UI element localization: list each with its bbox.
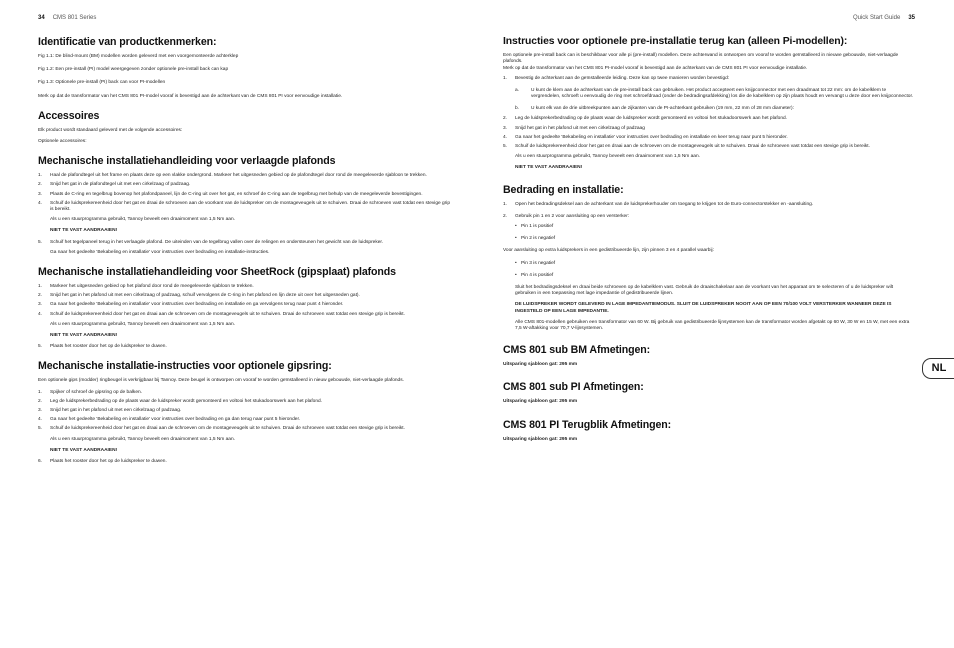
item-number: 5. <box>38 426 43 432</box>
list-item <box>503 135 915 141</box>
item-text: Snijd het gat in het plafond uit met een cirkelzaag of padzaag. <box>50 408 182 414</box>
section-heading: Mechanische installatie-instructies voor optionele gipsring: <box>38 360 332 373</box>
paragraph: Elk product wordt standaard geleverd met de volgende accessoires: <box>38 127 183 133</box>
list-item <box>38 426 450 432</box>
section-wiring <box>503 184 915 333</box>
item-text: Plaats de C-ring en tegelbrug bovenop het plafondpaneel, lijn de C-ring uit over het gat, en schroef de C-ring aan de tegelbrug met behulp van de meegeleverde bevestigingen. <box>50 191 423 197</box>
cutout-size: Uitsparing sjabloon gat: 295 mm <box>503 436 578 442</box>
list-item <box>503 144 915 150</box>
warning-text: NIET TE VAST AANDRAAIEN! <box>50 447 118 453</box>
warning-text: NIET TE VAST AANDRAAIEN! <box>515 165 583 171</box>
warning-text: NIET TE VAST AANDRAAIEN! <box>50 333 118 339</box>
left-page-header <box>38 15 96 21</box>
list-item: • Pin 2 is negatief <box>503 236 915 242</box>
section-heading: CMS 801 sub BM Afmetingen: <box>503 344 651 357</box>
steps-list <box>38 390 450 433</box>
item-number: 1. <box>503 75 508 81</box>
list-item <box>38 408 450 414</box>
section-pre-install-back-can <box>503 36 915 172</box>
section-pi-back-dimensions <box>503 419 915 443</box>
section-plaster-ring <box>38 360 450 465</box>
paragraph: Sluit het bedradingsdeksel en draai beide schroeven op de kabelklem vast. Gebruik de draaischakelaar aan de voorkant van het apparaat om te selecteren of u de luidspreker wilt gebruiken in een toepassing met lage impedantie of gedistribueerde lijnen. <box>515 285 894 297</box>
item-text: Schuif de luidsprekereenheid door het gat en draai aan de schroeven om de montageveugels uit te schuiven. Draai de schroeven vast totdat een stevige grip is bereikt. <box>50 426 405 432</box>
item-number: 4. <box>38 200 43 206</box>
section-heading: Mechanische installatiehandleiding voor SheetRock (gipsplaat) plafonds <box>38 266 396 279</box>
sub-steps-list <box>503 88 915 113</box>
list-item <box>38 182 450 188</box>
item-text: Plaats het rooster door het op de luidspreker te duwen. <box>50 344 167 350</box>
after-note: Ga naar het gedeelte 'Bekabeling en installatie' voor instructies over bedrading en installatie-instructies. <box>50 249 270 255</box>
right-header-title: Quick Start Guide <box>852 15 901 21</box>
list-item <box>38 417 450 423</box>
paragraph: Een optionele gips (modder) ringbeugel is verkrijgbaar bij Tannoy. Deze beugel is ontworpen om vooraf te worden geïnstalleerd in nieuw gebouwde, niet-verlaagde plafonds. <box>38 378 404 384</box>
item-number: 5. <box>503 144 508 150</box>
item-letter: b. <box>515 106 520 112</box>
section-heading: Bedrading en installatie: <box>503 183 624 196</box>
right-page-number: 35 <box>908 15 915 21</box>
item-number: 5. <box>38 239 43 245</box>
list-item <box>38 192 450 198</box>
paragraph: Alle CMS 801-modellen gebruiken een transformator van 60 W. Bij gebruik van gedistribueerde lijnsystemen kan de transformator worden afgetakt op 60 W, 30 W en 15 W, met een extra 7,5 W-aftakking voor 70,7 V-lijnsystemen. <box>515 319 910 332</box>
item-text: Ga naar het gedeelte 'Bekabeling en installatie' voor instructies over bedrading en ga dan terug naar punt 5 hieronder. <box>50 417 301 423</box>
item-number: 4. <box>38 311 43 317</box>
steps-list <box>38 344 450 350</box>
section-heading: Instructies voor optionele pre-installatie terug kan (alleen Pi-modellen): <box>503 36 848 47</box>
paragraph: Optionele accessoires: <box>38 139 87 145</box>
steps-list <box>38 240 450 246</box>
item-text: Schuif de luidsprekereenheid door het gat en draai aan de schroeven om de montageveugels uit te schuiven. Draai de schroeven vast totdat een stevige grip is bereikt. <box>515 144 870 150</box>
item-text: U kunt elk van de drie uitbreekpunten aan de zijkanten van de PI-achterkant gebruiken (19 mm, 22 mm of 28 mm diameter): <box>531 106 794 112</box>
steps-list <box>38 173 450 213</box>
item-text: Bevestig de achterkant aan de geïnstalleerde leiding. Deze kan op twee manieren worden bevestigd: <box>515 75 730 81</box>
item-number: 4. <box>38 417 43 423</box>
paragraph: Fig 1.2: Een pre-install (PI) model weergegeven zonder optionele pre-install back can kap <box>38 67 229 73</box>
steps-list <box>503 116 915 150</box>
torque-note: Als u een stuurprogramma gebruikt, Tannoy beveelt een draaimoment van 1,5 Nm aan. <box>50 217 235 223</box>
steps-list <box>38 284 450 318</box>
paragraph: Een optionele pre-install back can is beschikbaar voor alle pi (pre-install) modellen. Deze achterwand is ontworpen om vooraf te worden geïnstalleerd in nieuwe gebouwde, niet-verlaagde plafonds. <box>503 53 899 65</box>
paragraph: Fig 1.1: De blind-mount (BM) modellen worden geleverd met een voorgemonteerde achterklep <box>38 54 239 59</box>
left-column <box>38 36 450 469</box>
item-text: U kunt de klem aan de achterkant van de pre-install back can gebruiken. Het product accepteert een knijpconnector met een draadmaat tot 22 mm: om de kabelklem te vergrendelen, schroeft u eenvoudig de ring met schroefdraad (onder de bedradingsafdekking) los die de kabelklem op zijn plaats houdt en vervangt u deze door een knijpconnector. <box>531 87 914 100</box>
list-item <box>503 202 915 208</box>
right-page-header <box>853 15 915 21</box>
item-text: Ga naar het gedeelte 'Bekabeling en installatie' voor instructies over bedrading en installatie en ga vervolgens terug naar punt 4 hieronder. <box>50 302 344 308</box>
paragraph: Fig 1.3: Optionele pre-install (PI) back can voor PI-modellen <box>38 80 166 86</box>
item-number: 1. <box>38 284 43 290</box>
item-text: Snijd het gat in het plafond uit met een cirkelzaag of padzaag, schuif vervolgens de C-ring in het plafond en lijn deze uit over het uitgesneden gat). <box>50 293 360 299</box>
item-number: 2. <box>503 116 508 122</box>
section-suspended-ceiling <box>38 155 450 256</box>
item-text: Plaats het rooster door het op de luidspreker te duwen. <box>50 459 167 465</box>
item-number: 4. <box>503 134 508 140</box>
list-item <box>38 302 450 308</box>
steps-list <box>503 76 915 82</box>
item-number: 2. <box>38 182 43 188</box>
right-column <box>503 36 915 448</box>
cutout-size: Uitsparing sjabloon gat: 295 mm <box>503 399 578 405</box>
list-item <box>38 312 450 318</box>
item-text: Schuif het tegelpaneel terug in het verlaagde plafond. De uiteinden van de tegelbrug vallen over de relingen en ondersteunen het gewicht van de luidspreker. <box>50 239 384 245</box>
item-text: Schuif de luidsprekereenheid door het gat en draai aan de schroeven om de montageveugels uit te schuiven. Draai de schroeven vast totdat een stevige grip is bereikt. <box>50 311 405 317</box>
item-text: Ga naar het gedeelte 'Bekabeling en installatie' voor instructies over bedrading en installatie en keer terug naar punt 5 hieronder. <box>515 134 788 140</box>
item-number: 2. <box>503 213 508 219</box>
item-text: Markeer het uitgesneden gebied op het plafond door rond de meegeleverde sjabloon te trekken. <box>50 284 254 290</box>
list-item <box>38 390 450 396</box>
section-heading: Identificatie van productkenmerken: <box>38 36 217 48</box>
list-item <box>503 88 915 100</box>
list-item <box>503 76 915 82</box>
list-item <box>503 214 915 220</box>
item-text: Leg de luidsprekerbedrading op de plaats waar de luidspreker wordt gemonteerd en voltooi het stukadoorswerk aan het plafond. <box>50 398 322 404</box>
item-text: Leg de luidsprekerbedrading op de plaats waar de luidspreker wordt gemonteerd en voltooi het stukadoorswerk aan het plafond. <box>515 116 787 122</box>
pin-list <box>503 261 915 279</box>
section-sub-pi-dimensions <box>503 381 915 405</box>
left-header-title: CMS 801 Series <box>52 15 97 21</box>
item-text: Snijd het gat in de plafondtegel uit met een cirkelzaag of padzaag. <box>50 182 191 188</box>
torque-note: Als u een stuurprogramma gebruikt, Tannoy beveelt een draaimoment van 1,5 Nm aan. <box>50 436 235 442</box>
list-item <box>38 284 450 290</box>
item-number: 2. <box>38 398 43 404</box>
item-number: 3. <box>503 125 508 131</box>
section-heading: CMS 801 PI Terugblik Afmetingen: <box>503 418 672 431</box>
section-sheetrock-ceiling <box>38 266 450 350</box>
item-text: Open het bedradingsdeksel aan de achterkant van de luidsprekerhouder om toegang te krijgen tot de Euro-connectorstekker en -aansluiting. <box>515 201 814 207</box>
section-heading: Mechanische installatiehandleiding voor verlaagde plafonds <box>38 155 336 168</box>
list-item <box>38 293 450 299</box>
warning-text: DE LUIDSPREKER WORDT GELEVERD IN LAGE IMPEDANTIEMODUS. SLUIT DE LUIDSPREKER NOOIT AAN OP EEN 70/100 VOLT VERSTERKER WANNEER DEZE IS INGESTELD OP EEN LAGE IMPEDANTIE. <box>515 302 892 314</box>
steps-list <box>38 459 450 465</box>
left-page-number: 34 <box>38 15 45 21</box>
item-number: 2. <box>38 293 43 299</box>
language-tab: NL <box>922 358 954 379</box>
steps-list <box>503 202 915 220</box>
list-item <box>503 106 915 112</box>
item-text: Schuif de luidsprekereenheid door het gat en draai de schroeven aan de voorkant van de luidspreker om de montageveugels uit te schuiven. Draai de schroeven vast totdat een stevige grip is bereikt. <box>50 200 450 213</box>
list-item <box>38 240 450 246</box>
list-item <box>503 126 915 132</box>
paragraph: Voor aansluiting op extra luidsprekers in een gedistribueerde lijn, zijn pinnen 3 en 4 parallel waarbij: <box>503 248 714 254</box>
list-item: • Pin 4 is positief <box>503 273 915 279</box>
item-text: Haal de plafondtegel uit het frame en plaats deze op een vlakke ondergrond. Markeer het uitgesneden gebied op de plafondtegel door rond de meegeleverde sjabloon te trekken. <box>50 173 427 179</box>
torque-note: Als u een stuurprogramma gebruikt, Tannoy beveelt een draaimoment van 1,5 Nm aan. <box>50 321 235 327</box>
item-number: 1. <box>503 201 508 207</box>
item-text: Gebruik pin 1 en 2 voor aansluiting op een versterker: <box>515 213 630 219</box>
section-product-features <box>38 36 450 100</box>
item-number: 5. <box>38 344 43 350</box>
list-item <box>38 173 450 179</box>
list-item <box>38 201 450 213</box>
item-number: 1. <box>38 173 43 179</box>
list-item <box>38 344 450 350</box>
paragraph: Merk op dat de transformator van het CMS 801 PI-model vooraf is bevestigd aan de achterkant van de CMS 801 PI voor eenvoudige installatie. <box>38 93 343 99</box>
item-number: 3. <box>38 191 43 197</box>
item-text: Snijd het gat in het plafond uit met een cirkelzaag of padzaag <box>515 125 645 131</box>
list-item: • Pin 3 is negatief <box>503 261 915 267</box>
warning-text: NIET TE VAST AANDRAAIEN! <box>50 228 118 234</box>
torque-note: Als u een stuurprogramma gebruikt, Tannoy beveelt een draaimoment van 1,5 Nm aan. <box>515 154 700 160</box>
pin-list <box>503 224 915 242</box>
paragraph: Merk op dat de transformator van het CMS 801 PI-model vooraf is bevestigd aan de achterkant van de CMS 801 PI voor eenvoudige installatie. <box>503 66 808 72</box>
section-accessories <box>38 110 450 145</box>
item-number: 1. <box>38 389 43 395</box>
cutout-size: Uitsparing sjabloon gat: 295 mm <box>503 362 578 368</box>
list-item <box>38 459 450 465</box>
list-item <box>503 116 915 122</box>
section-heading: CMS 801 sub PI Afmetingen: <box>503 381 644 394</box>
list-item <box>38 399 450 405</box>
section-heading: Accessoires <box>38 109 100 122</box>
item-number: 3. <box>38 302 43 308</box>
item-number: 3. <box>38 408 43 414</box>
item-letter: a. <box>515 87 520 93</box>
section-sub-bm-dimensions <box>503 344 915 368</box>
list-item: • Pin 1 is positief <box>503 224 915 230</box>
item-text: Spijker of schroef de gipsring op de balken. <box>50 389 142 395</box>
item-number: 6. <box>38 459 43 465</box>
